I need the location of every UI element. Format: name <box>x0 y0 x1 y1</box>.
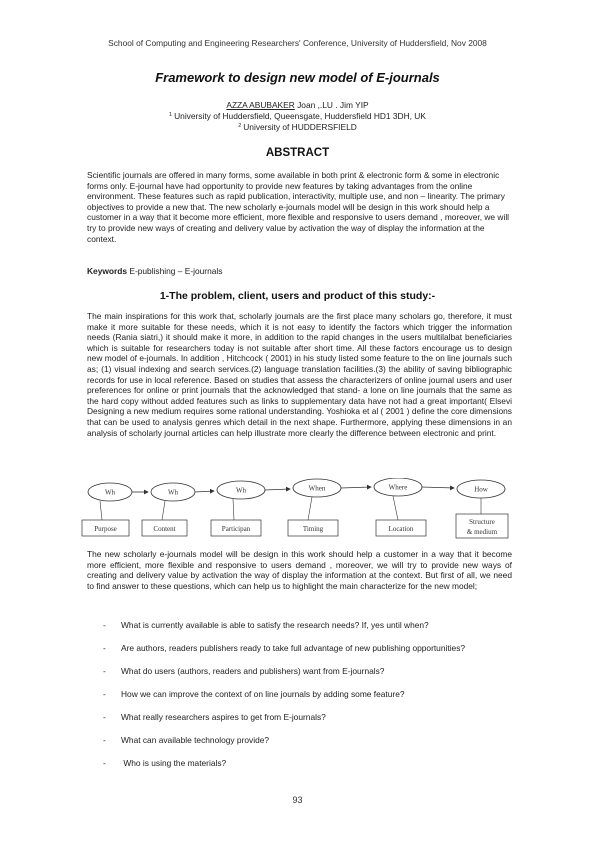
affiliation-2 <box>0 122 595 132</box>
keywords-label: Keywords <box>87 266 128 276</box>
diagram-box-content: Content <box>153 525 176 533</box>
diagram-node-3 <box>217 481 265 499</box>
affiliation-1 <box>0 111 595 121</box>
diagram-box-purpose: Purpose <box>94 525 117 533</box>
diagram-node-6 <box>457 480 505 498</box>
diagram-node-label: Wh <box>104 488 116 497</box>
diagram-node-label: Wh <box>235 486 247 495</box>
bullet-dash: - <box>103 758 106 768</box>
list-item <box>103 689 405 699</box>
lead-author: AZZA ABUBAKER <box>226 100 295 110</box>
diagram-box-timing: Timing <box>302 525 324 533</box>
list-item <box>103 643 465 653</box>
list-item <box>103 758 226 768</box>
diagram-node-label: When <box>308 484 326 493</box>
bullet-dash: - <box>103 735 106 745</box>
diagram-box-medium: & medium <box>466 528 498 536</box>
list-item-text: Are authors, readers publishers ready to take full advantage of new publishing opportunities? <box>121 643 466 653</box>
diagram-node-1 <box>88 483 132 501</box>
body-paragraph-1: The main inspirations for this work that, scholarly journals are the first place many scholars go, therefore, it must make it more suitable for these needs, which it is not easy to identify the factors which trigger the information needs (Rania siatri,) it should make it more, in addition to the rapid changes in the users multilalbat beneficiaries which is suitable for researchers today is not suitable after short time. All these factors encourage us to design new model of e-journals. In addition , Hitchcock ( 2001) in his study listed some feature to the on line journals such as; (1) visual indexing and search services.(2) language translation facilities.(3) the ability of saving bibliographic records for use in local reference. Based on studies that assess the characterizers of online journal users and user preferences for online or print journals that the acknowledged that stand- a lone on line journals that the same as the hard copy without added features such as links to supplementary data have not had a great important( Elsevi Designing a new medium requires some rational understanding. Yoshioka et al ( 2001 ) define the core dimensions that can be used to analysis genres which detail in the next shape. Furthermore, applying these dimensions in an analysis of scholarly journal articles can help illustrate more clearly the difference between electronic and print. <box>87 311 512 438</box>
diagram-box-location: Location <box>388 525 414 533</box>
list-item-text: What can available technology provide? <box>121 735 270 745</box>
list-item-text: How we can improve the context of on line journals by adding some feature? <box>121 689 405 699</box>
keywords-text: E-publishing – E-journals <box>127 266 223 276</box>
diagram-node-5 <box>374 478 422 496</box>
author-line <box>0 100 595 110</box>
list-item-text: What is currently available is able to satisfy the research needs? If, yes until when? <box>121 620 429 630</box>
running-header: School of Computing and Engineering Researchers' Conference, University of Huddersfield, Nov 2008 <box>108 38 487 48</box>
bullet-dash: - <box>103 666 106 676</box>
diagram-node-2 <box>151 483 195 501</box>
list-item <box>103 712 326 722</box>
abstract-heading: ABSTRACT <box>265 147 330 159</box>
diagram-node-4 <box>293 479 341 497</box>
bullet-dash: - <box>103 689 106 699</box>
bullet-dash: - <box>103 643 106 653</box>
diagram-node-label: How <box>474 485 488 494</box>
paper-title: Framework to design new model of E-journals <box>155 70 440 85</box>
bullet-dash: - <box>103 620 106 630</box>
section-heading: 1-The problem, client, users and product of this study:- <box>159 290 436 302</box>
keywords-line <box>87 266 222 276</box>
affiliation-text: University of Huddersfield, Queensgate, Huddersfield HD1 3DH, UK <box>174 111 426 121</box>
diagram-node-label: Wh <box>167 488 179 497</box>
affiliation-mark: 1 <box>169 112 173 118</box>
co-authors: Joan ,.LU . Jim YIP <box>294 100 369 110</box>
diagram-box-structure: Structure <box>469 518 495 526</box>
bullet-dash: - <box>103 712 106 722</box>
affiliation-text: University of HUDDERSFIELD <box>243 122 357 132</box>
list-item <box>103 620 429 630</box>
list-item-text: What really researchers aspires to get from E-journals? <box>121 712 326 722</box>
diagram-box-participant: Participan <box>221 525 251 533</box>
genre-dimensions-diagram <box>80 478 530 544</box>
list-item-text: What do users (authors, readers and publishers) want from E-journals? <box>121 666 385 676</box>
diagram-node-label: Where <box>388 483 408 492</box>
page-number: 93 <box>292 795 303 805</box>
affiliation-mark: 2 <box>238 123 242 129</box>
list-item <box>103 666 384 676</box>
list-item-text: Who is using the materials? <box>121 758 227 768</box>
list-item <box>103 735 269 745</box>
body-paragraph-2: The new scholarly e-journals model will be design in this work should help a customer in a way that it become more efficient, more flexible and responsive to users demand , moreover, we will try to provide new ways of creating and delivery value by activation the way of display the information at the context. But first of all, we need to find answer to these questions, which can help us to highlight the main characterize for the new model; <box>87 549 512 591</box>
abstract-text: Scientific journals are offered in many forms, some available in both print & electronic form & some in electronic forms only. E-journal have had opportunity to provide new features by taking advantages from the online environment. These features such as rapid publication, interactivity, multiple use, and non – linearity. The primary objectives to provide a new that. The new scholarly e-journals model will be design in this work should help a customer in a way that it become more efficient, more flexible and responsive to users demand , moreover, we will try to provide new ways of creating and delivery value by activation the way of display the information at the context. <box>87 170 510 244</box>
